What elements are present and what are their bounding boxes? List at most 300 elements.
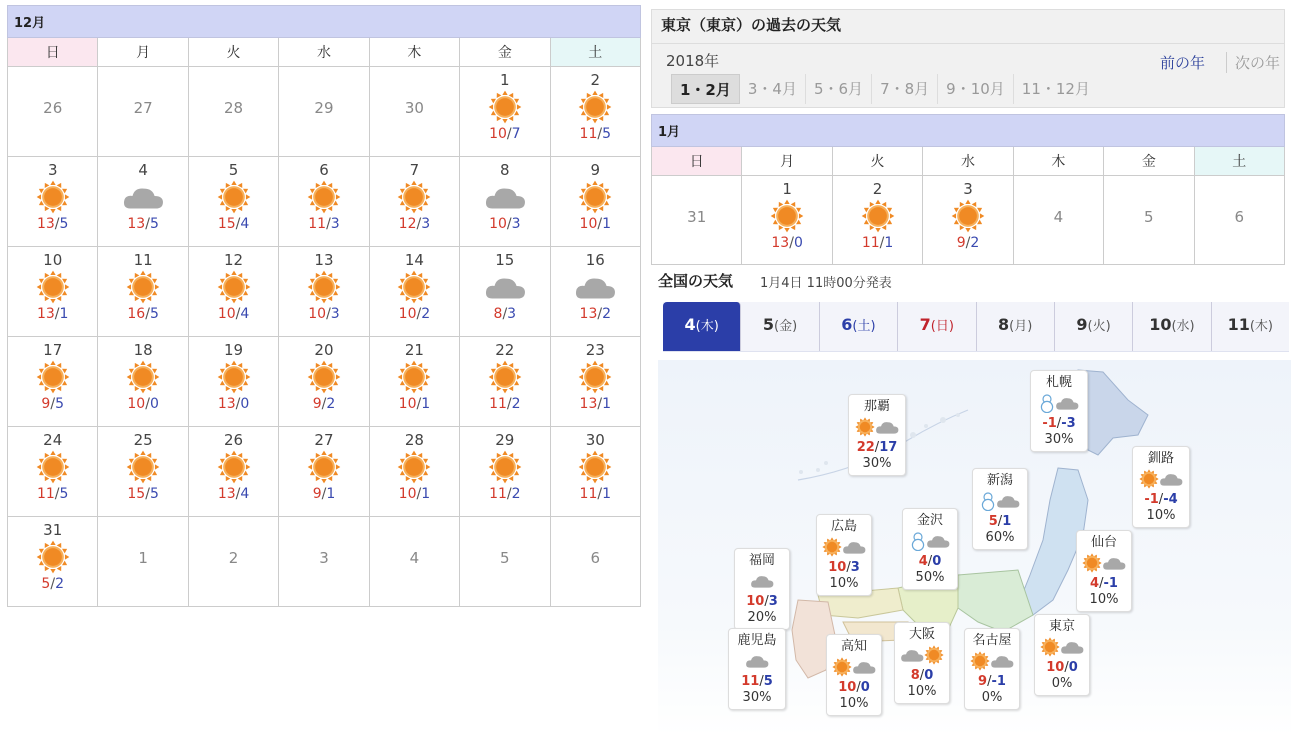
calendar-day-cell[interactable] [460, 67, 550, 157]
cloud-icon [737, 569, 787, 593]
temp-high: 10 [217, 306, 236, 322]
day-number: 30 [585, 431, 605, 449]
temp-separator: / [597, 126, 603, 142]
calendar-day-cell[interactable] [8, 517, 98, 607]
precip-probability: 60% [985, 530, 1015, 545]
temp-low: 5 [149, 306, 159, 322]
sun-cloud-icon [1135, 467, 1187, 491]
temp-separator: / [502, 306, 508, 322]
calendar-day-cell[interactable] [369, 157, 459, 247]
temp-low: -4 [1163, 492, 1178, 507]
sun-icon [370, 179, 459, 215]
day-number: 2 [228, 549, 239, 567]
city-card-naha[interactable] [848, 394, 906, 476]
temp-separator: / [416, 306, 422, 322]
sun-icon [189, 449, 278, 485]
calendar-day-cell[interactable] [279, 427, 369, 517]
cloud-icon [460, 179, 549, 215]
temp-separator: / [1158, 492, 1164, 507]
sun-icon [189, 269, 278, 305]
day-number: 3 [319, 549, 329, 567]
period-tab[interactable]: 11・12月 [1021, 80, 1090, 98]
calendar-day-cell[interactable] [460, 337, 550, 427]
calendar-day-cell [1104, 176, 1194, 265]
calendar-day-cell[interactable] [188, 427, 278, 517]
temp-high: 13 [36, 306, 55, 322]
day-number: 21 [404, 341, 424, 359]
temp-high: 10 [308, 306, 327, 322]
precip-probability: 10% [1146, 508, 1176, 523]
day-number: 19 [224, 341, 244, 359]
temp-separator: / [1056, 416, 1062, 431]
temp-separator: / [54, 306, 60, 322]
temp-low: 4 [240, 216, 250, 232]
weekday-wed: 水 [923, 147, 1013, 176]
forecast-day-tabs [663, 302, 1289, 352]
calendar-day-cell [98, 517, 188, 607]
temp-low: 7 [511, 126, 521, 142]
period-tabs [671, 74, 1098, 104]
temp-low: 0 [860, 680, 870, 695]
sun-icon [923, 198, 1012, 234]
sun-icon [279, 359, 368, 395]
day-number: 12 [224, 251, 244, 269]
weekday-wed: 水 [279, 38, 369, 67]
day-number: 5 [228, 161, 239, 179]
temp-high: -1 [1042, 416, 1057, 431]
panel-title: 東京（東京）の過去の天気 [652, 10, 1284, 44]
sun-icon [551, 89, 640, 125]
cloud-icon [731, 649, 783, 673]
temp-low: 3 [421, 216, 431, 232]
calendar-day-cell [550, 517, 640, 607]
calendar-day-cell[interactable] [550, 247, 640, 337]
calendar-day-cell[interactable] [188, 337, 278, 427]
weekday-label: (水) [1171, 319, 1195, 334]
city-name: 仙台 [1090, 535, 1117, 550]
temp-separator: / [235, 396, 241, 412]
temp-separator: / [235, 486, 241, 502]
temperature [460, 125, 549, 143]
temp-low: 0 [793, 235, 803, 251]
temp-high: 4 [1090, 576, 1100, 591]
day-number: 25 [133, 431, 153, 449]
city-name: 札幌 [1045, 375, 1072, 390]
day-number: 6 [319, 161, 329, 179]
city-name: 東京 [1048, 619, 1075, 634]
temp-low: 0 [932, 554, 942, 569]
temp-high: 13 [127, 216, 146, 232]
period-tab[interactable]: 3・4月 [740, 74, 806, 104]
temperature [279, 485, 368, 503]
temp-separator: / [54, 486, 60, 502]
national-weather-title: 全国の天気 [658, 272, 734, 290]
temp-high: 10 [489, 216, 507, 232]
calendar-day-cell[interactable] [8, 337, 98, 427]
city-card-tokyo[interactable] [1034, 614, 1090, 696]
precip-probability: 30% [742, 690, 772, 705]
calendar-day-cell [369, 67, 459, 157]
calendar-day-cell[interactable] [550, 427, 640, 517]
temp-high: 10 [398, 486, 417, 502]
day-number: 22 [495, 341, 515, 359]
temp-high: 10 [489, 126, 507, 142]
calendar-day-cell[interactable] [98, 247, 188, 337]
calendar-day-cell[interactable] [550, 337, 640, 427]
weekday-thu: 木 [369, 38, 459, 67]
day-number: 10 [1149, 315, 1172, 334]
day-number: 16 [585, 251, 605, 269]
calendar-day-cell[interactable] [188, 157, 278, 247]
period-tab[interactable]: 5・6月 [806, 74, 872, 104]
day-number: 9 [590, 161, 601, 179]
temp-low: 1 [421, 486, 431, 502]
temp-low: 0 [924, 668, 934, 683]
temp-low: -3 [1061, 416, 1076, 431]
city-name: 広島 [830, 519, 857, 534]
day-number: 1 [782, 180, 792, 198]
temperature [8, 395, 97, 413]
temperature [8, 485, 97, 503]
sun-icon [279, 179, 368, 215]
day-number: 10 [43, 251, 63, 269]
calendar-day-cell[interactable] [742, 176, 832, 265]
temperature [551, 125, 640, 143]
temp-high: 10 [746, 594, 765, 609]
temp-high: 11 [36, 486, 55, 502]
city-card-nagoya[interactable] [964, 628, 1020, 710]
forecast-day-tab[interactable] [663, 302, 741, 351]
sun-icon [8, 179, 97, 215]
city-card-kagoshima[interactable] [728, 628, 786, 710]
temperature [370, 215, 459, 233]
temp-separator: / [50, 396, 56, 412]
day-number: 6 [1234, 208, 1245, 226]
sun-cloud-icon [1079, 551, 1129, 575]
temp-low: 5 [55, 396, 64, 412]
temp-separator: / [597, 396, 603, 412]
weekday-tue: 火 [832, 147, 922, 176]
city-card-kushiro[interactable] [1132, 446, 1190, 528]
temperature [8, 215, 97, 233]
temp-separator: / [506, 126, 512, 142]
calendar-day-cell[interactable] [279, 337, 369, 427]
day-number: 27 [133, 99, 153, 117]
temperature [98, 485, 187, 503]
temp-low: 17 [879, 440, 898, 455]
weekday-row [8, 38, 641, 67]
city-name: 新潟 [986, 473, 1013, 488]
calendar-day-cell [460, 517, 550, 607]
temp-separator: / [764, 594, 769, 609]
city-temperature [967, 673, 1017, 690]
temp-separator: / [321, 486, 327, 502]
temp-separator: / [145, 306, 150, 322]
calendar-day-cell[interactable] [550, 157, 640, 247]
temp-separator: / [416, 486, 422, 502]
temp-high: 13 [36, 216, 55, 232]
temp-separator: / [856, 680, 861, 695]
calendar-day-cell[interactable] [98, 427, 188, 517]
city-temperature [1079, 575, 1129, 592]
temp-low: 1 [1002, 514, 1012, 529]
day-number: 27 [314, 431, 334, 449]
day-number: 6 [841, 315, 853, 334]
temperature [833, 234, 922, 252]
calendar-week-row [8, 517, 641, 607]
temp-separator: / [145, 396, 150, 412]
calendar-day-cell[interactable] [98, 337, 188, 427]
temp-low: 0 [149, 396, 159, 412]
calendar-week-row [652, 176, 1285, 265]
temp-low: 2 [511, 486, 521, 502]
sun-icon [98, 449, 187, 485]
temp-low: 4 [240, 486, 250, 502]
weekday-thu: 木 [1013, 147, 1103, 176]
temperature [742, 234, 831, 252]
weekday-sat: 土 [1194, 147, 1284, 176]
temp-high: 9 [956, 235, 966, 251]
temp-low: -1 [1103, 576, 1118, 591]
temp-separator: / [997, 514, 1003, 529]
forecast-day-tab[interactable] [741, 302, 819, 351]
calendar-day-cell[interactable] [188, 247, 278, 337]
city-card-hiroshima[interactable] [816, 514, 872, 596]
temperature [551, 395, 640, 413]
temp-high: 11 [861, 235, 880, 251]
calendar-day-cell [188, 517, 278, 607]
january-calendar [651, 114, 1285, 265]
temp-high: 12 [398, 216, 417, 232]
precip-probability: 10% [839, 696, 869, 711]
sun-icon [279, 449, 368, 485]
precip-probability: 10% [1089, 592, 1119, 607]
period-tab[interactable]: 1・2月 [671, 74, 740, 104]
period-tab[interactable]: 9・10月 [938, 74, 1014, 104]
day-number: 18 [133, 341, 153, 359]
forecast-day-tab[interactable] [1133, 302, 1211, 351]
city-card-fukuoka[interactable] [734, 548, 790, 630]
temp-low: 1 [884, 235, 894, 251]
city-name: 那覇 [863, 399, 890, 414]
temp-low: 5 [149, 216, 159, 232]
calendar-day-cell[interactable] [550, 67, 640, 157]
temperature [189, 395, 278, 413]
temp-low: 1 [326, 486, 336, 502]
month-header: 12月 [8, 6, 641, 38]
city-card-kochi[interactable] [826, 634, 882, 716]
day-number: 31 [687, 208, 707, 226]
day-number: 20 [314, 341, 334, 359]
temp-high: 15 [217, 216, 236, 232]
temp-high: 15 [127, 486, 146, 502]
calendar-day-cell [98, 67, 188, 157]
city-card-sapporo[interactable] [1030, 370, 1088, 452]
temp-high: 10 [398, 306, 417, 322]
weekday-fri: 金 [1104, 147, 1194, 176]
forecast-day-tab[interactable] [820, 302, 898, 351]
calendar-day-cell [369, 517, 459, 607]
forecast-day-tab[interactable] [977, 302, 1055, 351]
sun-icon [98, 359, 187, 395]
day-number: 2 [872, 180, 883, 198]
temperature [460, 215, 549, 233]
prev-year-link[interactable]: 前の年 [1160, 54, 1206, 72]
day-number: 4 [1053, 208, 1064, 226]
temp-separator: / [987, 674, 992, 689]
temp-high: 13 [579, 396, 598, 412]
city-name: 鹿児島 [737, 633, 777, 648]
temperature [8, 575, 97, 593]
temp-separator: / [321, 396, 327, 412]
temp-low: 1 [602, 216, 611, 232]
weekday-label: (木) [695, 319, 719, 334]
temp-separator: / [919, 668, 925, 683]
temp-low: 5 [59, 486, 69, 502]
city-name: 金沢 [916, 513, 943, 528]
calendar-day-cell[interactable] [8, 247, 98, 337]
city-temperature [905, 553, 955, 570]
temp-high: 8 [910, 668, 920, 683]
sun-cloud-icon [829, 655, 879, 679]
temp-high: 13 [579, 306, 598, 322]
temp-low: 2 [970, 235, 980, 251]
day-number: 11 [1227, 315, 1250, 334]
day-number: 2 [590, 71, 601, 89]
day-number: 29 [495, 431, 515, 449]
calendar-day-cell [652, 176, 742, 265]
temperature [551, 305, 640, 323]
calendar-day-cell [279, 67, 369, 157]
weekday-sun: 日 [8, 38, 98, 67]
temp-high: 9 [312, 396, 322, 412]
snowman-cloud-icon [905, 529, 955, 553]
cloud-icon [551, 269, 640, 305]
temperature [98, 305, 187, 323]
day-number: 5 [500, 549, 510, 567]
precip-probability: 30% [862, 456, 892, 471]
issued-time: 1月4日 11時00分発表 [760, 276, 892, 291]
temp-high: 11 [489, 486, 507, 502]
temp-low: 3 [507, 306, 517, 322]
city-temperature [851, 439, 903, 456]
sun-cloud-icon [819, 535, 869, 559]
temperature [189, 305, 278, 323]
temp-low: 3 [850, 560, 860, 575]
temp-low: 5 [763, 674, 773, 689]
weekday-mon: 月 [742, 147, 832, 176]
calendar-day-cell[interactable] [369, 427, 459, 517]
forecast-day-tab[interactable] [1055, 302, 1133, 351]
calendar-day-cell[interactable] [460, 157, 550, 247]
calendar-day-cell[interactable] [98, 157, 188, 247]
temp-low: 0 [240, 396, 250, 412]
temp-low: 1 [602, 486, 611, 502]
precip-probability: 10% [829, 576, 859, 591]
temp-separator: / [145, 216, 150, 232]
weekday-label: (土) [852, 319, 876, 334]
calendar-day-cell [279, 517, 369, 607]
sun-icon [370, 359, 459, 395]
day-number: 1 [138, 549, 148, 567]
temperature [189, 485, 278, 503]
calendar-day-cell [188, 67, 278, 157]
sun-icon [551, 449, 640, 485]
calendar-day-cell[interactable] [8, 157, 98, 247]
city-card-sendai[interactable] [1076, 530, 1132, 612]
sun-icon [370, 269, 459, 305]
sun-icon [8, 539, 97, 575]
temp-high: 11 [579, 126, 598, 142]
sun-icon [742, 198, 831, 234]
temp-low: 2 [326, 396, 336, 412]
calendar-day-cell[interactable] [369, 337, 459, 427]
temp-high: 11 [489, 396, 507, 412]
sun-icon [551, 359, 640, 395]
calendar-day-cell[interactable] [460, 427, 550, 517]
calendar-day-cell[interactable] [460, 247, 550, 337]
day-number: 3 [963, 180, 973, 198]
forecast-day-tab[interactable] [1212, 302, 1289, 351]
temp-separator: / [506, 486, 512, 502]
temperature [551, 215, 640, 233]
calendar-day-cell[interactable] [8, 427, 98, 517]
calendar-day-cell[interactable] [279, 247, 369, 337]
city-card-osaka[interactable] [894, 622, 950, 704]
sun-icon [460, 449, 549, 485]
temperature [460, 395, 549, 413]
calendar-day-cell[interactable] [369, 247, 459, 337]
weekday-label: (木) [1249, 319, 1274, 334]
forecast-day-tab[interactable] [898, 302, 976, 351]
day-number: 30 [404, 99, 424, 117]
precip-probability: 0% [981, 690, 1003, 705]
period-tab[interactable]: 7・8月 [872, 74, 938, 104]
calendar-day-cell[interactable] [279, 157, 369, 247]
day-number: 5 [762, 315, 775, 334]
day-number: 26 [224, 431, 244, 449]
day-number: 28 [404, 431, 424, 449]
sun-icon [189, 359, 278, 395]
sun-cloud-icon [967, 649, 1017, 673]
temperature [279, 215, 368, 233]
city-temperature [731, 673, 783, 690]
day-number: 8 [500, 161, 510, 179]
sun-cloud-icon [1037, 635, 1087, 659]
temp-high: 13 [217, 396, 236, 412]
city-name: 高知 [840, 639, 867, 654]
calendar-day-cell[interactable] [923, 176, 1013, 265]
city-card-niigata[interactable] [972, 468, 1028, 550]
weekday-sat: 土 [550, 38, 640, 67]
temp-low: 2 [421, 306, 431, 322]
sun-icon [460, 89, 549, 125]
day-number: 31 [43, 521, 63, 539]
sun-icon [370, 449, 459, 485]
temp-separator: / [597, 486, 603, 502]
temperature [460, 305, 549, 323]
temp-separator: / [145, 486, 150, 502]
temp-high: 10 [579, 216, 598, 232]
weekday-label: (金) [774, 319, 798, 334]
temp-low: 0 [1068, 660, 1078, 675]
day-number: 26 [43, 99, 63, 117]
calendar-day-cell[interactable] [832, 176, 922, 265]
city-card-kanazawa[interactable] [902, 508, 958, 590]
day-number: 8 [998, 315, 1010, 334]
temp-separator: / [879, 235, 885, 251]
temp-high: 13 [217, 486, 236, 502]
